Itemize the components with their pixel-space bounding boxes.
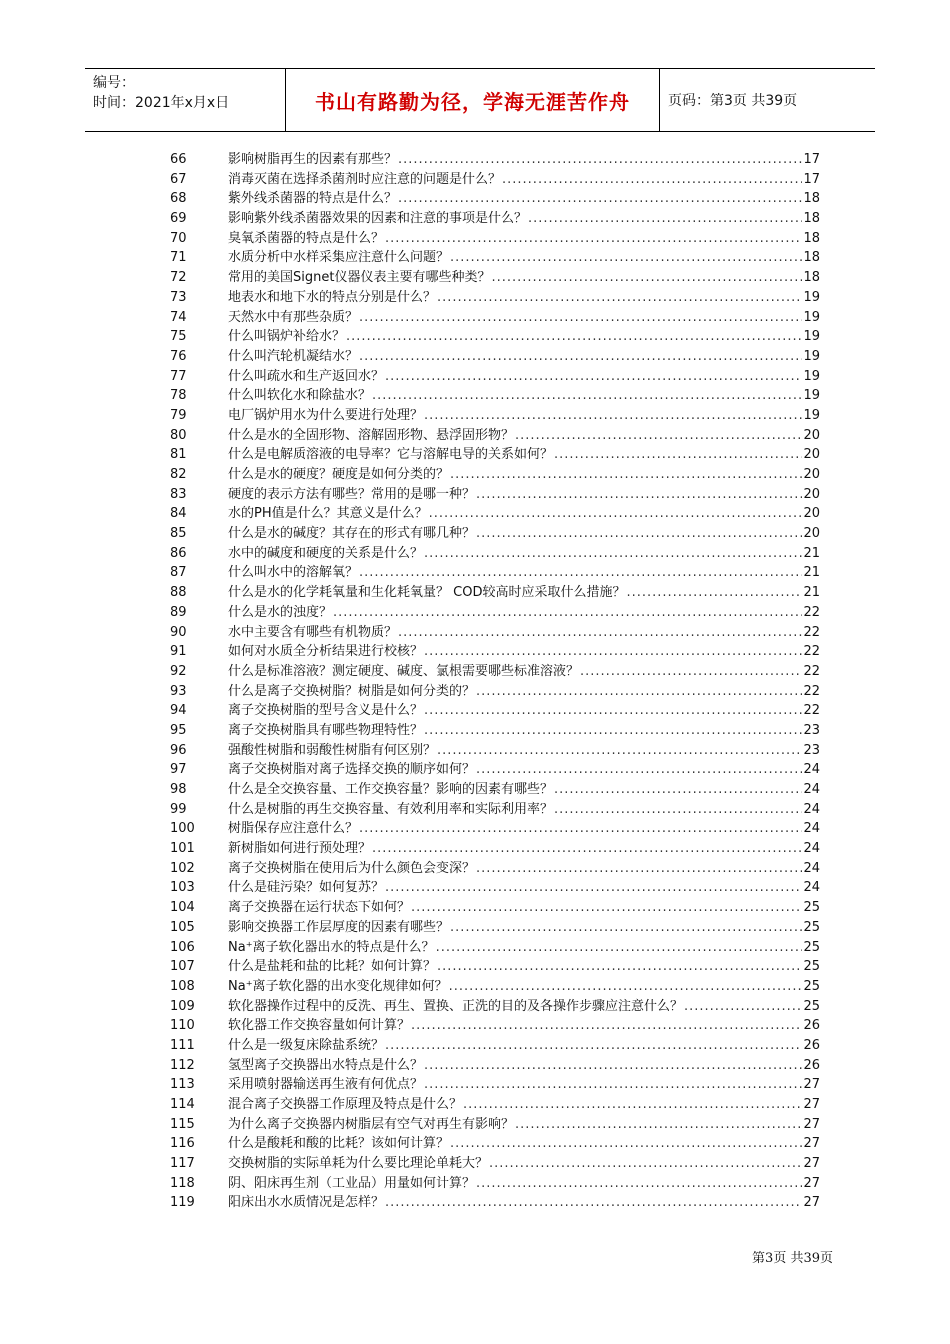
toc-entry-page: 20: [803, 486, 820, 502]
toc-entry-title[interactable]: 影响树脂再生的因素有那些？: [228, 152, 398, 167]
toc-leader-dots: [450, 248, 802, 268]
toc-entry[interactable]: [170, 170, 820, 190]
toc-entry-number: 72: [170, 270, 187, 286]
toc-leader-dots: [411, 898, 802, 918]
toc-entry-number: 71: [170, 250, 187, 266]
toc-entry-page: 22: [803, 604, 820, 620]
toc-leader-dots: [424, 642, 802, 662]
toc-entry-number: 109: [170, 998, 195, 1014]
toc-entry-number: 112: [170, 1057, 195, 1073]
toc-entry[interactable]: [170, 780, 820, 800]
toc-entry-title[interactable]: 什么叫软化水和除盐水？: [228, 388, 372, 404]
toc-entry-number: 92: [170, 663, 187, 679]
toc-leader-dots: [359, 563, 802, 583]
toc-entry-title[interactable]: 紫外线杀菌器的特点是什么？: [228, 191, 398, 207]
toc-entry[interactable]: [170, 248, 820, 268]
toc-entry-page: 18: [803, 191, 820, 207]
toc-leader-dots: [385, 229, 802, 249]
toc-leader-dots: [476, 524, 802, 544]
toc-entry-title[interactable]: 影响交换器工作层厚度的因素有哪些？: [228, 919, 450, 935]
toc-leader-dots: [580, 662, 802, 682]
toc-entry-title[interactable]: 什么叫疏水和生产返回水？: [228, 368, 385, 384]
toc-entry-page: 24: [803, 880, 820, 896]
toc-entry-page: 19: [803, 388, 820, 404]
toc-entry-number: 70: [170, 230, 187, 246]
toc-leader-dots: [502, 170, 802, 190]
toc-entry[interactable]: [170, 918, 820, 938]
toc-entry-title[interactable]: 什么是一级复床除盐系统？: [228, 1037, 385, 1053]
toc-entry-number: 69: [170, 211, 187, 227]
toc-entry-title[interactable]: 树脂保存应注意什么？: [228, 821, 359, 837]
toc-entry-title[interactable]: 阴、阳床再生剂（工业品）用量如何计算？: [228, 1175, 476, 1191]
toc-leader-dots: [436, 938, 803, 958]
toc-entry-page: 25: [803, 919, 820, 935]
toc-entry-number: 104: [170, 900, 195, 916]
toc-entry-title[interactable]: Na⁺离子软化器的出水变化规律如何？: [228, 978, 448, 994]
toc-entry-title[interactable]: 阳床出水水质情况是怎样？: [228, 1195, 385, 1211]
toc-entry[interactable]: [170, 544, 820, 564]
toc-entry-page: 27: [803, 1077, 820, 1093]
toc-entry[interactable]: [170, 268, 820, 288]
toc-entry[interactable]: [170, 1036, 820, 1056]
toc-entry-page: 22: [803, 663, 820, 679]
toc-entry-number: 68: [170, 191, 187, 207]
toc-entry-number: 119: [170, 1195, 195, 1211]
toc-entry-title[interactable]: 软化器工作交换容量如何计算？: [228, 1018, 411, 1034]
toc-entry[interactable]: [170, 662, 820, 682]
toc-leader-dots: [476, 682, 802, 702]
toc-entry-number: 118: [170, 1175, 195, 1191]
toc-leader-dots: [424, 721, 802, 741]
toc-leader-dots: [424, 1056, 802, 1076]
toc-entry-page: 24: [803, 821, 820, 837]
toc-entry[interactable]: [170, 701, 820, 721]
toc-leader-dots: [450, 1134, 802, 1154]
toc-entry-page: 19: [803, 309, 820, 325]
toc-leader-dots: [491, 268, 802, 288]
toc-leader-dots: [450, 465, 802, 485]
toc-entry-page: 27: [803, 1097, 820, 1112]
toc-leader-dots: [528, 209, 802, 229]
toc-entry-page: 26: [803, 1057, 820, 1073]
toc-entry-title[interactable]: 水中主要含有哪些有机物质？: [228, 624, 398, 640]
toc-entry[interactable]: [170, 426, 820, 446]
toc-leader-dots: [449, 977, 803, 997]
toc-entry-page: 23: [803, 722, 820, 738]
toc-entry[interactable]: [170, 1075, 820, 1095]
footer-page-number: 第3页 共39页: [752, 1251, 833, 1266]
toc-entry-page: 18: [803, 270, 820, 286]
toc-leader-dots: [515, 426, 802, 446]
toc-entry-page: 18: [803, 230, 820, 246]
toc-entry[interactable]: [170, 957, 820, 977]
toc-entry-title[interactable]: 软化器操作过程中的反洗、再生、置换、正洗的目的及各操作步骤应注意什么？: [228, 998, 684, 1014]
toc-entry-page: 27: [803, 1195, 820, 1211]
toc-leader-dots: [333, 603, 802, 623]
toc-entry-page: 27: [803, 1175, 820, 1191]
toc-entry-number: 74: [170, 309, 187, 325]
toc-entry-page: 22: [803, 683, 820, 699]
toc-entry[interactable]: [170, 839, 820, 859]
toc-entry-title[interactable]: 新树脂如何进行预处理？: [228, 841, 372, 857]
toc-entry-title[interactable]: 常用的美国Signet仪器仪表主要有哪些种类？: [228, 270, 491, 286]
toc-entry-number: 102: [170, 860, 195, 876]
toc-entry-page: 22: [803, 624, 820, 640]
toc-entry[interactable]: [170, 583, 820, 603]
toc-entry-title[interactable]: 采用喷射器输送再生液有何优点？: [228, 1077, 424, 1093]
toc-entry[interactable]: [170, 367, 820, 387]
toc-entry-page: 26: [803, 1037, 820, 1053]
toc-leader-dots: [429, 504, 803, 524]
toc-entry-page: 22: [803, 644, 820, 660]
toc-entry-number: 96: [170, 742, 187, 758]
toc-entry[interactable]: [170, 485, 820, 505]
toc-entry-number: 94: [170, 703, 187, 719]
toc-entry-title[interactable]: 如何对水质全分析结果进行校核？: [228, 644, 424, 660]
toc-entry-number: 93: [170, 683, 187, 699]
toc-entry-number: 79: [170, 407, 187, 423]
toc-entry[interactable]: [170, 819, 820, 839]
header-meta: [85, 69, 286, 131]
toc-leader-dots: [359, 347, 802, 367]
toc-entry-title[interactable]: 什么是水的硬度？硬度是如何分类的？: [228, 467, 450, 482]
toc-leader-dots: [489, 1154, 802, 1174]
toc-entry-title[interactable]: 什么是水的碱度？其存在的形式有哪几种？: [228, 526, 476, 542]
toc-leader-dots: [411, 1016, 802, 1036]
toc-leader-dots: [437, 957, 802, 977]
toc-leader-dots: [554, 780, 802, 800]
toc-entry[interactable]: [170, 859, 820, 879]
toc-leader-dots: [554, 800, 802, 820]
toc-entry-number: 83: [170, 486, 187, 502]
toc-entry-page: 17: [803, 152, 820, 167]
toc-entry[interactable]: [170, 898, 820, 918]
toc-entry-number: 75: [170, 329, 187, 345]
toc-entry-page: 24: [803, 801, 820, 817]
toc-entry-number: 88: [170, 585, 187, 601]
toc-entry[interactable]: [170, 150, 820, 170]
toc-entry-page: 19: [803, 368, 820, 384]
toc-entry-number: 77: [170, 368, 187, 384]
toc-entry-title[interactable]: 水的PH值是什么？其意义是什么？: [228, 506, 428, 522]
toc-leader-dots: [463, 1095, 802, 1115]
toc-entry[interactable]: [170, 1193, 820, 1213]
toc-entry-title[interactable]: 什么叫锅炉补给水？: [228, 329, 346, 345]
toc-entry-page: 18: [803, 211, 820, 227]
toc-leader-dots: [385, 1193, 802, 1213]
toc-entry-number: 110: [170, 1018, 195, 1034]
toc-entry-title[interactable]: 硬度的表示方法有哪些？常用的是哪一种？: [228, 486, 476, 502]
toc-entry-title[interactable]: 天然水中有那些杂质？: [228, 309, 359, 325]
toc-entry-number: 101: [170, 841, 195, 857]
toc-entry-page: 27: [803, 1116, 820, 1132]
toc-entry-title[interactable]: 离子交换器在运行状态下如何？: [228, 900, 411, 916]
toc-entry-number: 76: [170, 348, 187, 364]
toc-entry[interactable]: [170, 504, 820, 524]
toc-leader-dots: [346, 327, 802, 347]
toc-entry-number: 103: [170, 880, 195, 896]
toc-entry-page: 24: [803, 841, 820, 857]
toc-entry-title[interactable]: 什么是标准溶液？测定硬度、碱度、氯根需要哪些标准溶液？: [228, 663, 580, 679]
toc-entry[interactable]: [170, 386, 820, 406]
toc-entry[interactable]: [170, 209, 820, 229]
toc-entry-title[interactable]: 什么是酸耗和酸的比耗？该如何计算？: [228, 1136, 450, 1152]
table-of-contents: [170, 150, 820, 1213]
toc-entry-title[interactable]: 离子交换树脂对离子选择交换的顺序如何？: [228, 762, 476, 778]
toc-entry[interactable]: [170, 1016, 820, 1036]
toc-entry-number: 86: [170, 545, 187, 561]
toc-entry-page: 25: [803, 900, 820, 916]
toc-entry-number: 95: [170, 722, 187, 738]
toc-entry-page: 20: [803, 447, 820, 463]
toc-entry[interactable]: [170, 878, 820, 898]
toc-entry-number: 91: [170, 644, 187, 660]
toc-entry[interactable]: [170, 327, 820, 347]
toc-entry-title[interactable]: 电厂锅炉用水为什么要进行处理？: [228, 407, 424, 423]
toc-leader-dots: [424, 544, 802, 564]
toc-entry-title[interactable]: 水中的碱度和硬度的关系是什么？: [228, 545, 424, 561]
toc-entry-number: 89: [170, 604, 187, 620]
toc-entry[interactable]: [170, 938, 820, 958]
toc-entry-number: 73: [170, 289, 187, 305]
toc-entry-page: 24: [803, 860, 820, 876]
toc-entry-title[interactable]: 什么是水的化学耗氧量和生化耗氧量？ COD较高时应采取什么措施？: [228, 585, 626, 601]
toc-entry-page: 24: [803, 782, 820, 797]
toc-entry[interactable]: [170, 1115, 820, 1135]
toc-leader-dots: [476, 859, 802, 879]
toc-entry-title[interactable]: 什么是树脂的再生交换容量、有效利用率和实际利用率？: [228, 801, 554, 817]
toc-entry-number: 117: [170, 1156, 195, 1172]
toc-entry-title[interactable]: 强酸性树脂和弱酸性树脂有何区别？: [228, 742, 437, 758]
document-time-label: 时间：2021年x月x日: [93, 95, 230, 111]
toc-leader-dots: [398, 189, 802, 209]
toc-entry-title[interactable]: 离子交换树脂的型号含义是什么？: [228, 703, 424, 719]
toc-leader-dots: [450, 918, 802, 938]
toc-entry-title[interactable]: 什么是水的全固形物、溶解固形物、悬浮固形物？: [228, 427, 515, 443]
toc-entry[interactable]: [170, 229, 820, 249]
toc-leader-dots: [515, 1115, 802, 1135]
toc-entry-number: 100: [170, 821, 195, 837]
toc-leader-dots: [385, 1036, 802, 1056]
toc-entry-number: 106: [170, 939, 195, 955]
toc-entry-page: 25: [803, 998, 820, 1014]
toc-entry-page: 19: [803, 289, 820, 305]
toc-leader-dots: [424, 406, 802, 426]
toc-entry[interactable]: [170, 445, 820, 465]
toc-entry-page: 19: [803, 407, 820, 423]
toc-entry[interactable]: [170, 1056, 820, 1076]
toc-leader-dots: [476, 760, 802, 780]
toc-entry-page: 21: [803, 545, 820, 561]
toc-entry-number: 66: [170, 152, 187, 167]
toc-entry-page: 20: [803, 467, 820, 482]
toc-entry-page: 25: [803, 939, 820, 955]
toc-entry-page: 23: [803, 742, 820, 758]
toc-entry-title[interactable]: 臭氧杀菌器的特点是什么？: [228, 230, 385, 246]
toc-entry-page: 20: [803, 506, 820, 522]
toc-entry-number: 113: [170, 1077, 195, 1093]
toc-entry[interactable]: [170, 997, 820, 1017]
toc-leader-dots: [398, 150, 802, 170]
document-number-label: 编号：: [93, 75, 135, 91]
toc-entry-number: 81: [170, 447, 187, 463]
toc-entry[interactable]: [170, 800, 820, 820]
toc-leader-dots: [626, 583, 802, 603]
toc-entry[interactable]: [170, 1174, 820, 1194]
toc-leader-dots: [372, 386, 802, 406]
toc-entry-title[interactable]: 什么是全交换容量、工作交换容量？影响的因素有哪些？: [228, 782, 554, 797]
toc-entry-number: 84: [170, 506, 187, 522]
toc-entry-page: 25: [803, 959, 820, 975]
toc-entry-number: 114: [170, 1097, 195, 1112]
toc-entry-title[interactable]: 什么是电解质溶液的电导率？它与溶解电导的关系如何？: [228, 447, 554, 463]
toc-entry-number: 87: [170, 565, 187, 581]
toc-entry[interactable]: [170, 524, 820, 544]
toc-entry-number: 80: [170, 427, 187, 443]
toc-entry-title[interactable]: 什么是离子交换树脂？树脂是如何分类的？: [228, 683, 476, 699]
toc-entry-page: 19: [803, 348, 820, 364]
toc-entry[interactable]: [170, 682, 820, 702]
page-header: [85, 68, 875, 132]
toc-entry-title[interactable]: 混合离子交换器工作原理及特点是什么？: [228, 1097, 463, 1112]
toc-entry[interactable]: [170, 1154, 820, 1174]
toc-entry-page: 25: [803, 978, 820, 994]
toc-entry-number: 99: [170, 801, 187, 817]
toc-entry-page: 17: [803, 171, 820, 187]
toc-leader-dots: [385, 878, 802, 898]
toc-entry-title[interactable]: 交换树脂的实际单耗为什么要比理论单耗大？: [228, 1156, 489, 1172]
toc-entry-number: 90: [170, 624, 187, 640]
toc-entry-title[interactable]: 什么是盐耗和盐的比耗？如何计算？: [228, 959, 437, 975]
toc-entry[interactable]: [170, 977, 820, 997]
toc-entry-title[interactable]: 消毒灭菌在选择杀菌剂时应注意的问题是什么？: [228, 171, 502, 187]
toc-leader-dots: [359, 819, 802, 839]
toc-entry-number: 67: [170, 171, 187, 187]
toc-entry[interactable]: [170, 603, 820, 623]
toc-leader-dots: [424, 1075, 802, 1095]
toc-entry[interactable]: [170, 1095, 820, 1115]
toc-entry-title[interactable]: 什么是水的浊度？: [228, 604, 333, 620]
toc-leader-dots: [437, 288, 802, 308]
toc-entry-page: 27: [803, 1156, 820, 1172]
toc-entry-number: 115: [170, 1116, 195, 1132]
toc-entry[interactable]: [170, 308, 820, 328]
toc-entry[interactable]: [170, 189, 820, 209]
toc-entry-page: 20: [803, 526, 820, 542]
toc-entry[interactable]: [170, 623, 820, 643]
toc-leader-dots: [385, 367, 802, 387]
toc-entry-title[interactable]: 地表水和地下水的特点分别是什么？: [228, 289, 437, 305]
toc-entry[interactable]: [170, 760, 820, 780]
toc-entry-number: 85: [170, 526, 187, 542]
toc-entry-number: 108: [170, 978, 195, 994]
toc-entry-title[interactable]: 什么叫汽轮机凝结水？: [228, 348, 359, 364]
toc-entry-title[interactable]: 水质分析中水样采集应注意什么问题？: [228, 250, 450, 266]
toc-leader-dots: [437, 741, 802, 761]
toc-entry-page: 19: [803, 329, 820, 345]
toc-entry-page: 22: [803, 703, 820, 719]
toc-entry-title[interactable]: 离子交换树脂在使用后为什么颜色会变深？: [228, 860, 476, 876]
toc-entry[interactable]: [170, 563, 820, 583]
toc-entry[interactable]: [170, 721, 820, 741]
toc-entry[interactable]: [170, 642, 820, 662]
toc-entry-page: 20: [803, 427, 820, 443]
toc-leader-dots: [476, 1174, 802, 1194]
toc-entry-page: 21: [803, 585, 820, 601]
header-page-number: 页码：第3页 共39页: [668, 93, 798, 109]
toc-entry-title[interactable]: 离子交换树脂具有哪些物理特性？: [228, 722, 424, 738]
toc-entry-page: 18: [803, 250, 820, 266]
toc-entry-number: 107: [170, 959, 195, 975]
toc-entry-number: 82: [170, 467, 187, 482]
toc-entry[interactable]: [170, 1134, 820, 1154]
toc-entry[interactable]: [170, 288, 820, 308]
toc-entry-page: 26: [803, 1018, 820, 1034]
toc-entry-title[interactable]: 什么是硅污染？如何复苏？: [228, 880, 385, 896]
toc-entry-number: 98: [170, 782, 187, 797]
toc-entry-number: 78: [170, 388, 187, 404]
toc-leader-dots: [476, 485, 802, 505]
toc-leader-dots: [554, 445, 802, 465]
toc-entry-title[interactable]: 什么叫水中的溶解氧？: [228, 565, 359, 581]
toc-leader-dots: [684, 997, 802, 1017]
toc-entry-number: 116: [170, 1136, 195, 1152]
header-motto: 书山有路勤为径，学海无涯苦作舟: [286, 69, 660, 131]
toc-entry-number: 97: [170, 762, 187, 778]
toc-entry[interactable]: [170, 406, 820, 426]
toc-entry-page: 21: [803, 565, 820, 581]
toc-entry-page: 24: [803, 762, 820, 778]
toc-entry-page: 27: [803, 1136, 820, 1152]
toc-leader-dots: [424, 701, 802, 721]
toc-entry[interactable]: [170, 347, 820, 367]
toc-entry-title[interactable]: Na⁺离子软化器出水的特点是什么？: [228, 939, 435, 955]
toc-entry-title[interactable]: 氢型离子交换器出水特点是什么？: [228, 1057, 424, 1073]
toc-entry-title[interactable]: 影响紫外线杀菌器效果的因素和注意的事项是什么？: [228, 211, 528, 227]
toc-entry-title[interactable]: 为什么离子交换器内树脂层有空气对再生有影响？: [228, 1116, 515, 1132]
toc-leader-dots: [372, 839, 802, 859]
toc-leader-dots: [359, 308, 802, 328]
toc-entry-number: 111: [170, 1037, 195, 1053]
toc-leader-dots: [398, 623, 802, 643]
toc-entry[interactable]: [170, 741, 820, 761]
toc-entry[interactable]: [170, 465, 820, 485]
toc-entry-number: 105: [170, 919, 195, 935]
